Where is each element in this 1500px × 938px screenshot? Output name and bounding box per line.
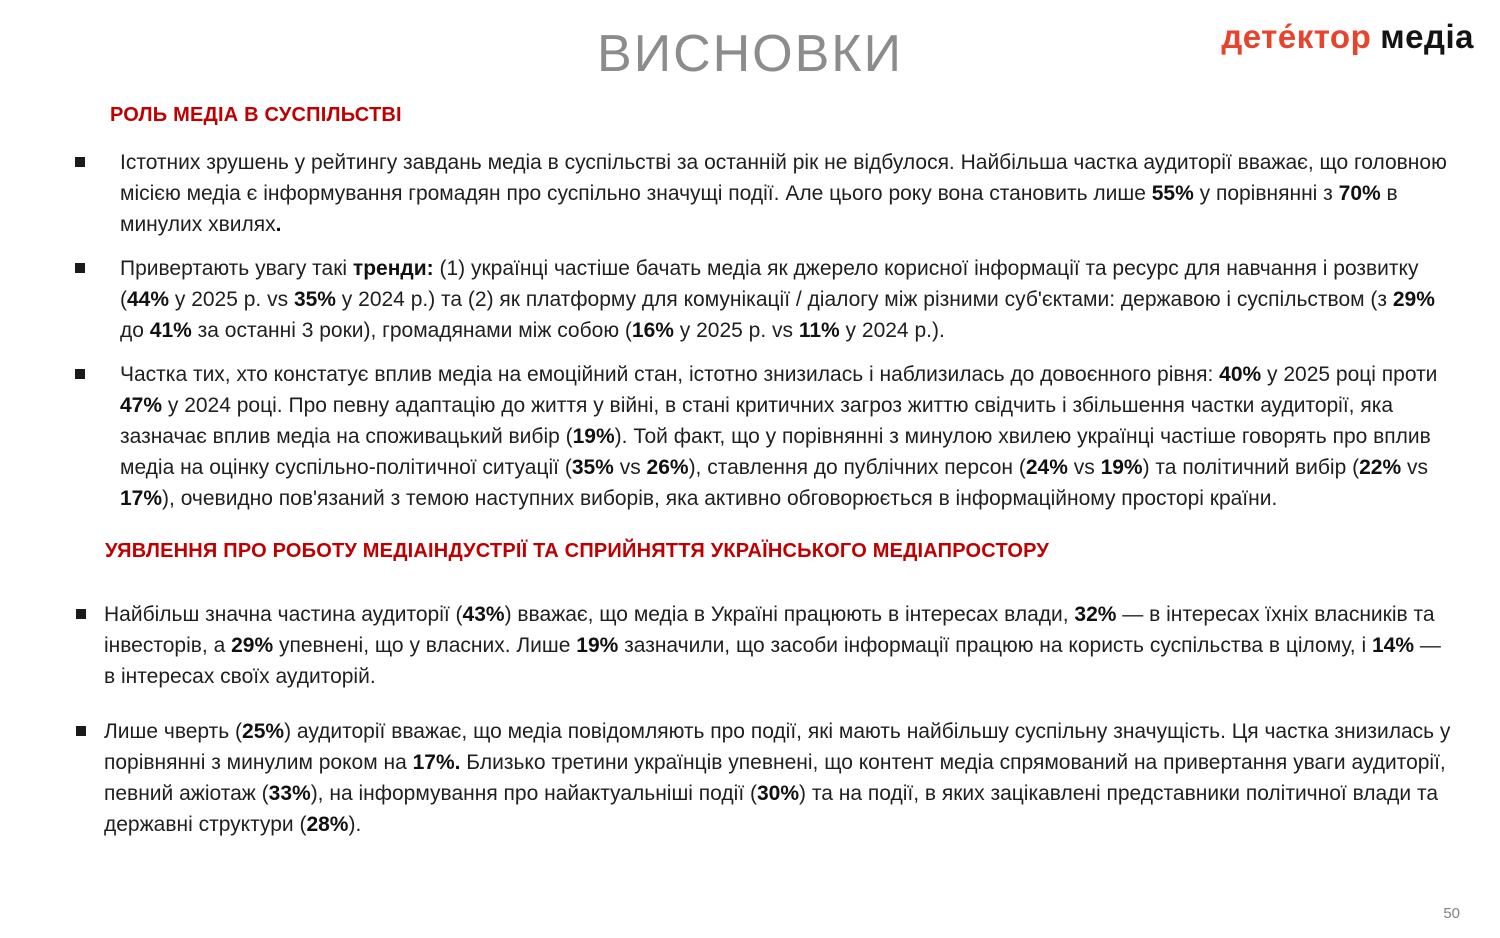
bullet-item (76, 716, 1455, 840)
page-number: 50 (1443, 905, 1460, 922)
bullet-marker-icon (75, 157, 85, 167)
bullet-marker-icon (75, 369, 85, 379)
bullet-marker-icon (75, 263, 85, 273)
bullet-item (75, 359, 1455, 514)
bullet-text: Істотних зрушень у рейтингу завдань медіа в суспільстві за останній рік не відбулося. Найбільша частка аудиторії вважає, що головною місією медіа є інформування громадян про суспільно значущі події. Але цього року вона становить лише 55% у порівнянні з 70% в минулих хвилях. (120, 151, 1447, 236)
section-1 (0, 540, 1500, 840)
bullet-text: Найбільш значна частина аудиторії (43%) вважає, що медіа в Україні працюють в інтересах влади, 32% — в інтересах їхніх власників та інвесторів, а 29% упевнені, що у власних. Лише 19% зазначили, що засоби інформації працюю на користь суспільства в цілому, і 14% — в інтересах своїх аудиторій. (104, 603, 1441, 688)
section-heading: УЯВЛЕННЯ ПРО РОБОТУ МЕДІАІНДУСТРІЇ ТА СПРИЙНЯТТЯ УКРАЇНСЬКОГО МЕДІАПРОСТОРУ (105, 540, 1050, 562)
bullet-text: Лише чверть (25%) аудиторії вважає, що медіа повідомляють про події, які мають найбільшу суспільну значущість. Ця частка знизилась у порівнянні з минулим роком на 17%. Близько третини українців упевнені, що контент медіа спрямований на привертання уваги аудиторії, певний ажіотаж (33%), на інформування про найактуальніші події (30%) та на події, в яких зацікавлені представники політичної влади та державні структури (28%). (104, 720, 1451, 836)
detector-media-logo (1221, 18, 1474, 56)
section-heading: РОЛЬ МЕДІА В СУСПІЛЬСТВІ (110, 104, 402, 126)
bullet-item (75, 147, 1455, 240)
bullet-item (76, 599, 1455, 692)
sections (0, 104, 1500, 864)
bullet-marker-icon (76, 726, 86, 736)
logo-text-media: медіа (1380, 18, 1474, 55)
page-title: ВИСНОВКИ (597, 25, 903, 83)
bullet-text: Частка тих, хто констатує вплив медіа на емоційний стан, істотно знизилась і наблизилась до довоєнного рівня: 40% у 2025 році проти 47% у 2024 році. Про певну адаптацію до життя у війні, в стані критичних загроз життю свідчить і збільшення частки аудиторії, яка зазначає вплив медіа на споживацький вибір (19%). Той факт, що у порівнянні з минулою хвилею українці частіше говорять про вплив медіа на оцінку суспільно-політичної ситуації (35% vs 26%), ставлення до публічних персон (24% vs 19%) та політичний вибір (22% vs 17%), очевидно пов'язаний з темою наступних виборів, яка активно обговорюється в інформаційному просторі країни. (120, 363, 1438, 510)
bullet-text: Привертають увагу такі тренди: (1) українці частіше бачать медіа як джерело корисної інформації та ресурс для навчання і розвитку (44% у 2025 р. vs 35% у 2024 р.) та (2) як платформу для комунікації / діалогу між різними суб'єктами: державою і суспільством (з 29% до 41% за останні 3 роки), громадянами між собою (16% у 2025 р. vs 11% у 2024 р.). (120, 257, 1435, 342)
logo-text-detektor: дете́ктор (1221, 18, 1372, 55)
bullet-marker-icon (76, 609, 86, 619)
section-0 (0, 104, 1500, 514)
bullet-item (75, 253, 1455, 346)
